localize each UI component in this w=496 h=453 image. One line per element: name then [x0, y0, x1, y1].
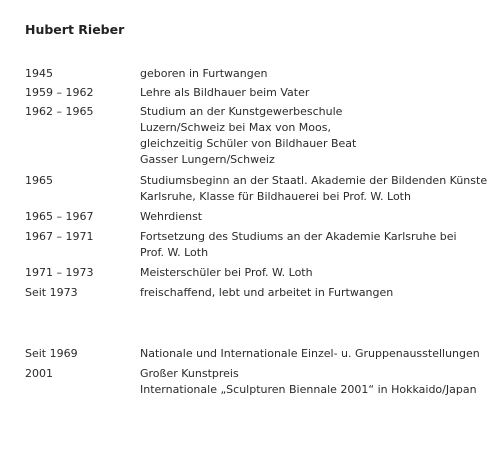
entry-description: [140, 85, 490, 101]
entry-description: [140, 173, 490, 205]
entry-description: [140, 209, 490, 225]
entry-year: 1971 – 1973: [25, 266, 94, 279]
description-line: Luzern/Schweiz bei Max von Moos,: [140, 121, 331, 134]
page-title: Hubert Rieber: [25, 22, 125, 37]
description-line: Internationale „Sculpturen Biennale 2001“ in Hokkaido/Japan: [140, 383, 477, 396]
entry-year: 1965 – 1967: [25, 210, 94, 223]
description-line: Fortsetzung des Studiums an der Akademie Karlsruhe bei: [140, 230, 457, 243]
entry-year: 1959 – 1962: [25, 86, 94, 99]
description-line: gleichzeitig Schüler von Bildhauer Beat: [140, 137, 357, 150]
description-line: Nationale und Internationale Einzel- u. Gruppenausstellungen: [140, 347, 480, 360]
description-line: geboren in Furtwangen: [140, 67, 268, 80]
description-line: Meisterschüler bei Prof. W. Loth: [140, 266, 313, 279]
description-line: Karlsruhe, Klasse für Bildhauerei bei Prof. W. Loth: [140, 190, 411, 203]
description-line: Gasser Lungern/Schweiz: [140, 153, 275, 166]
description-line: Wehrdienst: [140, 210, 203, 223]
description-line: Lehre als Bildhauer beim Vater: [140, 86, 310, 99]
entry-year: 2001: [25, 367, 53, 380]
entry-year: 1967 – 1971: [25, 230, 94, 243]
entry-description: [140, 66, 490, 82]
entry-description: [140, 346, 490, 362]
description-line: freischaffend, lebt und arbeitet in Furtwangen: [140, 286, 394, 299]
entry-year: 1962 – 1965: [25, 105, 94, 118]
entry-year: Seit 1973: [25, 286, 78, 299]
entry-description: [140, 366, 490, 398]
entry-description: [140, 265, 490, 281]
entry-year: 1945: [25, 67, 53, 80]
description-line: Studiumsbeginn an der Staatl. Akademie der Bildenden Künste: [140, 174, 488, 187]
entry-year: 1965: [25, 174, 53, 187]
description-line: Großer Kunstpreis: [140, 367, 239, 380]
description-line: Prof. W. Loth: [140, 246, 209, 259]
entry-year: Seit 1969: [25, 347, 78, 360]
entry-description: [140, 229, 490, 261]
description-line: Studium an der Kunstgewerbeschule: [140, 105, 343, 118]
entry-description: [140, 104, 490, 168]
entry-description: [140, 285, 490, 301]
